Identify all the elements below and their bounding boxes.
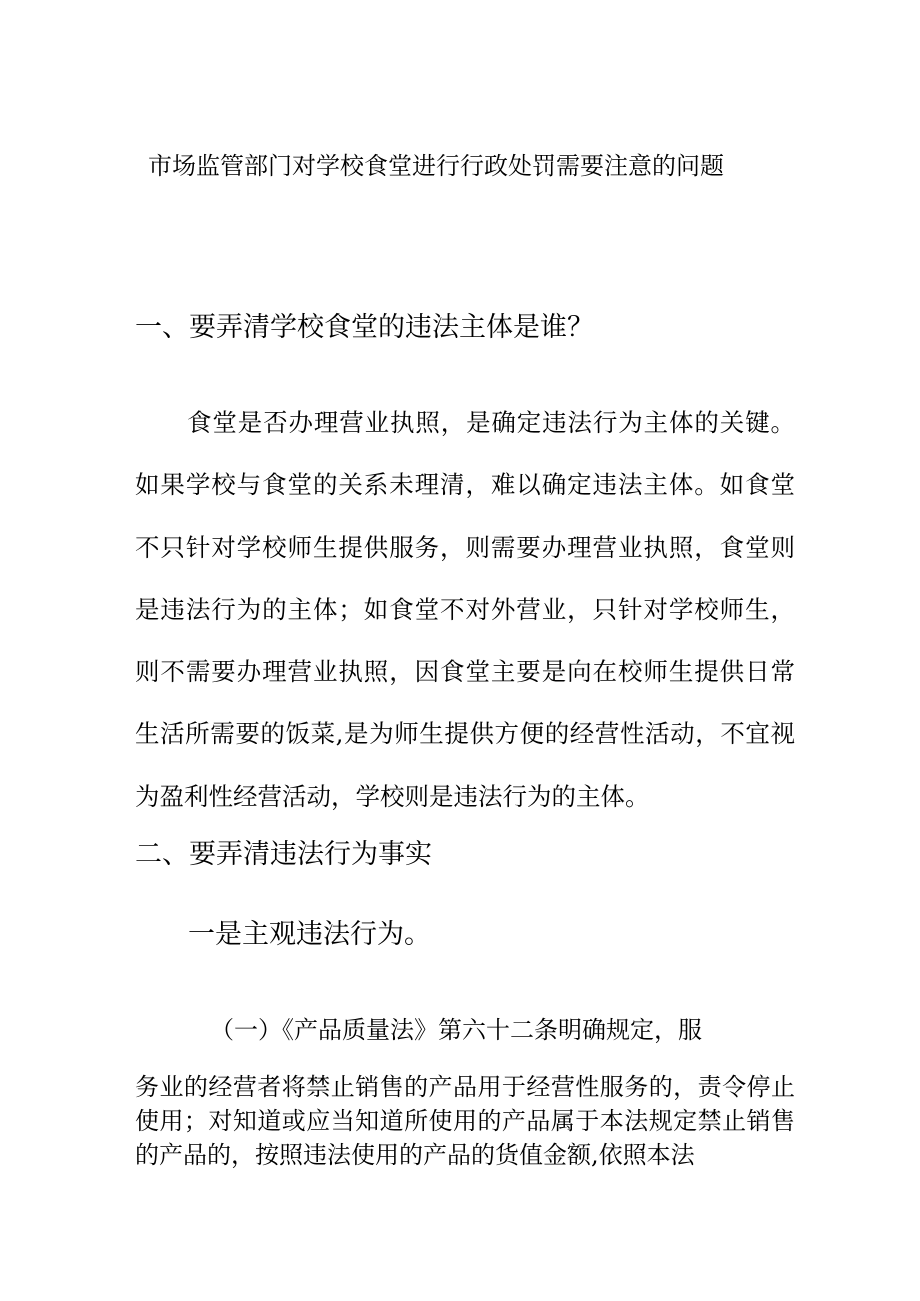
section-heading-1: 一、要弄清学校食堂的违法主体是谁？ [135,312,594,343]
section-1-paragraph: 食堂是否办理营业执照，是确定违法行为主体的关键。如果学校与食堂的关系未理清，难以确定违法主体。如食堂不只针对学校师生提供服务，则需要办理营业执照，食堂则是违法行为的主体；如食堂不对外营业，只针对学校师生，则不需要办理营业执照，因食堂主要是向在校师生提供日常生活所需要的饭菜,是为师生提供方便的经营性活动，不宜视为盈利性经营活动，学校则是违法行为的主体。 [135,408,795,811]
section-2-subheading: 一是主观违法行为。 [188,919,431,950]
document-title: 市场监管部门对学校食堂进行行政处罚需要注意的问题 [148,152,724,180]
clause-paragraph: 务业的经营者将禁止销售的产品用于经营性服务的，责令停止使用；对知道或应当知道所使用的产品属于本法规定禁止销售的产品的，按照违法使用的产品的货值金额,依照本法 [135,1073,795,1169]
section-heading-2: 二、要弄清违法行为事实 [135,839,432,870]
clause-intro: （一）《产品质量法》第六十二条明确规定，服 [210,1016,702,1044]
